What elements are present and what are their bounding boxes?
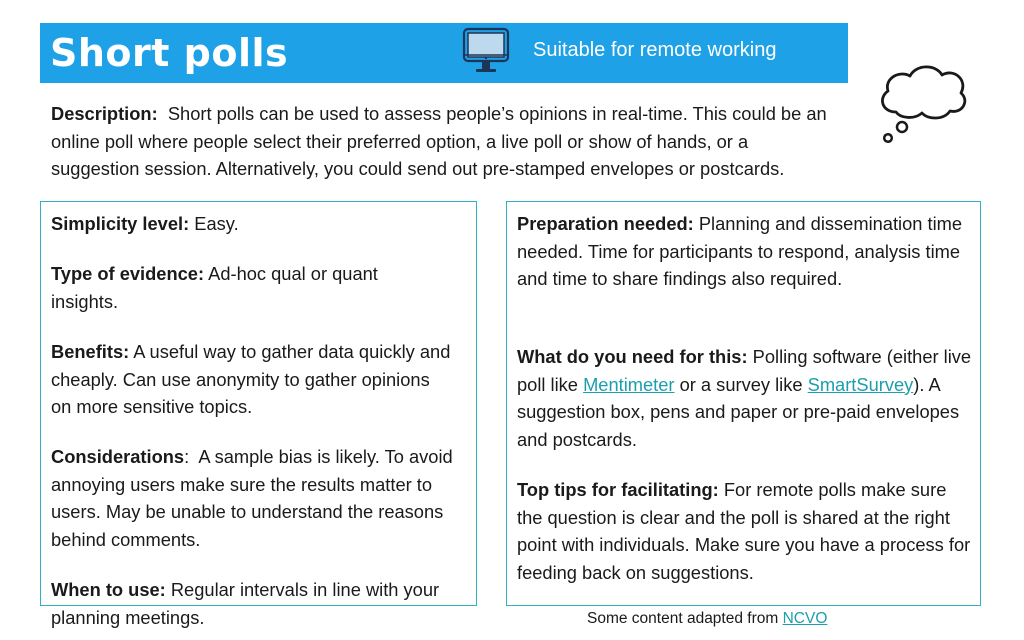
preparation-label: Preparation needed: (517, 213, 694, 234)
when-to-use-label: When to use: (51, 579, 166, 600)
smartsurvey-link[interactable]: SmartSurvey (807, 373, 914, 395)
thought-bubble-icon (876, 60, 971, 145)
preparation-text: Planning and dissemination time needed. Time for participants to respond, analysis time and time to share findings also required. (517, 213, 963, 289)
what-you-need-text-b: or a survey like (679, 373, 803, 395)
top-tips-text: For remote polls make sure the question is clear and the poll is shared at the right point with individuals. Make sure you have a process for feeding back on suggestions. (517, 479, 971, 583)
simplicity-item (51, 210, 471, 238)
when-to-use-item (51, 576, 471, 631)
considerations-label: Considerations (51, 446, 185, 467)
what-you-need-item (517, 343, 972, 453)
attribution-text: Some content adapted from (587, 610, 779, 627)
evidence-item (51, 260, 423, 315)
mentimeter-link[interactable]: Mentimeter (583, 373, 675, 395)
preparation-item (517, 210, 967, 293)
when-to-use-text: Regular intervals in line with your planning meetings. (51, 579, 440, 628)
benefits-label: Benefits: (51, 341, 130, 362)
description-paragraph (51, 100, 831, 183)
simplicity-label: Simplicity level: (51, 213, 190, 234)
header-banner (40, 23, 848, 83)
what-you-need-text-a: Polling software (either live poll like (517, 346, 972, 395)
description-label: Description: (51, 103, 158, 124)
simplicity-text: Easy. (194, 213, 239, 234)
considerations-item: Considerations: A sample bias is likely. To avoid annoying users make sure the results matter to users. May be unable to understand the reasons behind comments. (51, 446, 453, 550)
what-you-need-label: What do you need for this: (517, 346, 748, 367)
attribution-footer (587, 608, 827, 630)
page-title: Short polls (50, 31, 289, 75)
description-text: Short polls can be used to assess people’s opinions in real-time. This could be an online poll where people select their preferred option, a live poll or show of hands, or a suggestion session. Alternatively, you could send out pre-stamped envelopes or postcards. (51, 103, 827, 179)
considerations-text: A sample bias is likely. To avoid annoying users make sure the results matter to users. May be unable to understand the reasons behind comments. (51, 446, 453, 550)
evidence-text: Ad-hoc qual or quant insights. (51, 263, 378, 312)
benefits-item (51, 338, 451, 421)
top-tips-label: Top tips for facilitating: (517, 479, 719, 500)
benefits-text: A useful way to gather data quickly and cheaply. Can use anonymity to gather opinions on more sensitive topics. (51, 341, 451, 417)
computer-monitor-icon (462, 26, 510, 76)
evidence-label: Type of evidence: (51, 263, 205, 284)
ncvo-link[interactable]: NCVO (782, 610, 828, 627)
what-you-need-text-c: ). A suggestion box, pens and paper or pre-paid envelopes and postcards. (517, 373, 960, 450)
top-tips-item (517, 476, 972, 586)
remote-working-label: Suitable for remote working (533, 39, 777, 61)
